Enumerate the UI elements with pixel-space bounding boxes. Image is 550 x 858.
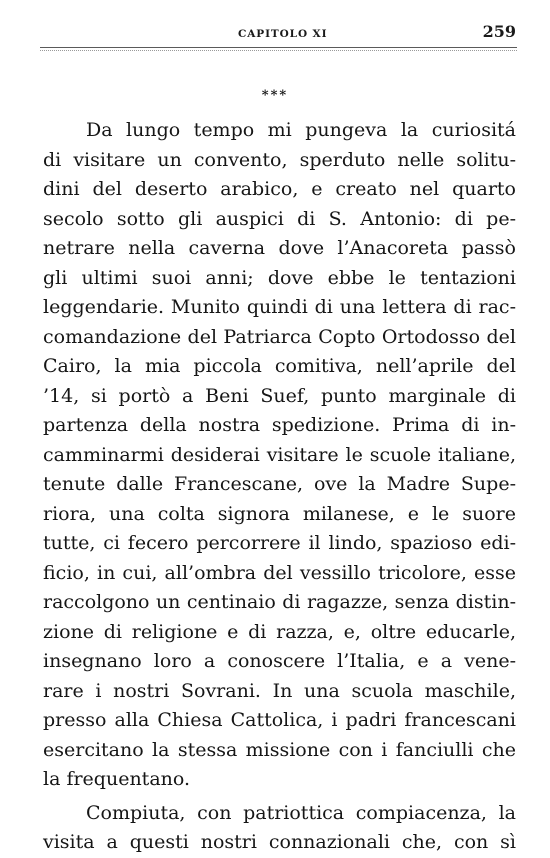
chapter-title: CAPITOLO XI bbox=[238, 28, 328, 40]
running-head bbox=[40, 22, 516, 44]
text-line: camminarmi desiderai visitare le scuole italiane, bbox=[43, 443, 516, 466]
text-line: rare i nostri Sovrani. In una scuola maschile, bbox=[43, 679, 516, 702]
paragraph-2 bbox=[43, 799, 516, 858]
text-line: Da lungo tempo mi pungeva la curiositá bbox=[86, 119, 516, 141]
text-line: ficio, in cui, all’ombra del vessillo tricolore, esse bbox=[43, 561, 516, 584]
text-line: esercitano la stessa missione con i fanciulli che bbox=[43, 738, 516, 761]
text-line: Compiuta, con patriottica compiacenza, la bbox=[86, 801, 516, 824]
text-line: netrare nella caverna dove l’Anacoreta passò bbox=[43, 237, 516, 259]
text-line: comandazione del Patriarca Copto Ortodosso del bbox=[43, 325, 516, 348]
text-line: dini del deserto arabico, e creato nel quarto bbox=[43, 178, 516, 200]
text-line: insegnano loro a conoscere l’Italia, e a vene- bbox=[43, 650, 516, 672]
text-line: di visitare un convento, sperduto nelle solitu- bbox=[43, 148, 516, 171]
header-rule-secondary bbox=[40, 50, 517, 51]
text-line: leggendarie. Munito quindi di una lettera di rac- bbox=[43, 296, 516, 318]
text-line: tutte, ci fecero percorrere il lindo, spazioso edi- bbox=[43, 532, 516, 554]
text-line: partenza della nostra spedizione. Prima di in- bbox=[43, 414, 516, 436]
text-line: zione di religione e di razza, e, oltre educarle, bbox=[43, 620, 516, 643]
text-line: tenute dalle Francescane, ove la Madre Supe- bbox=[43, 473, 516, 495]
text-line: presso alla Chiesa Cattolica, i padri francescani bbox=[43, 709, 516, 731]
body-text bbox=[43, 116, 516, 858]
section-separator: *** bbox=[261, 88, 289, 103]
paragraph-1 bbox=[43, 116, 516, 795]
header-rule bbox=[40, 47, 517, 48]
text-line: raccolgono un centinaio di ragazze, senza distin- bbox=[43, 591, 516, 613]
text-line: ’14, si portò a Beni Suef, punto marginale di bbox=[43, 384, 516, 407]
text-line: la frequentano. bbox=[43, 768, 191, 790]
text-line: Cairo, la mia piccola comitiva, nell’aprile del bbox=[43, 355, 516, 377]
text-line: visita a questi nostri connazionali che, con sì bbox=[43, 831, 516, 853]
text-line: secolo sotto gli auspici di S. Antonio: di pe- bbox=[43, 207, 516, 230]
page-number: 259 bbox=[482, 22, 516, 41]
text-line: riora, una colta signora milanese, e le suore bbox=[43, 502, 516, 525]
text-line: gli ultimi suoi anni; dove ebbe le tentazioni bbox=[43, 266, 516, 289]
